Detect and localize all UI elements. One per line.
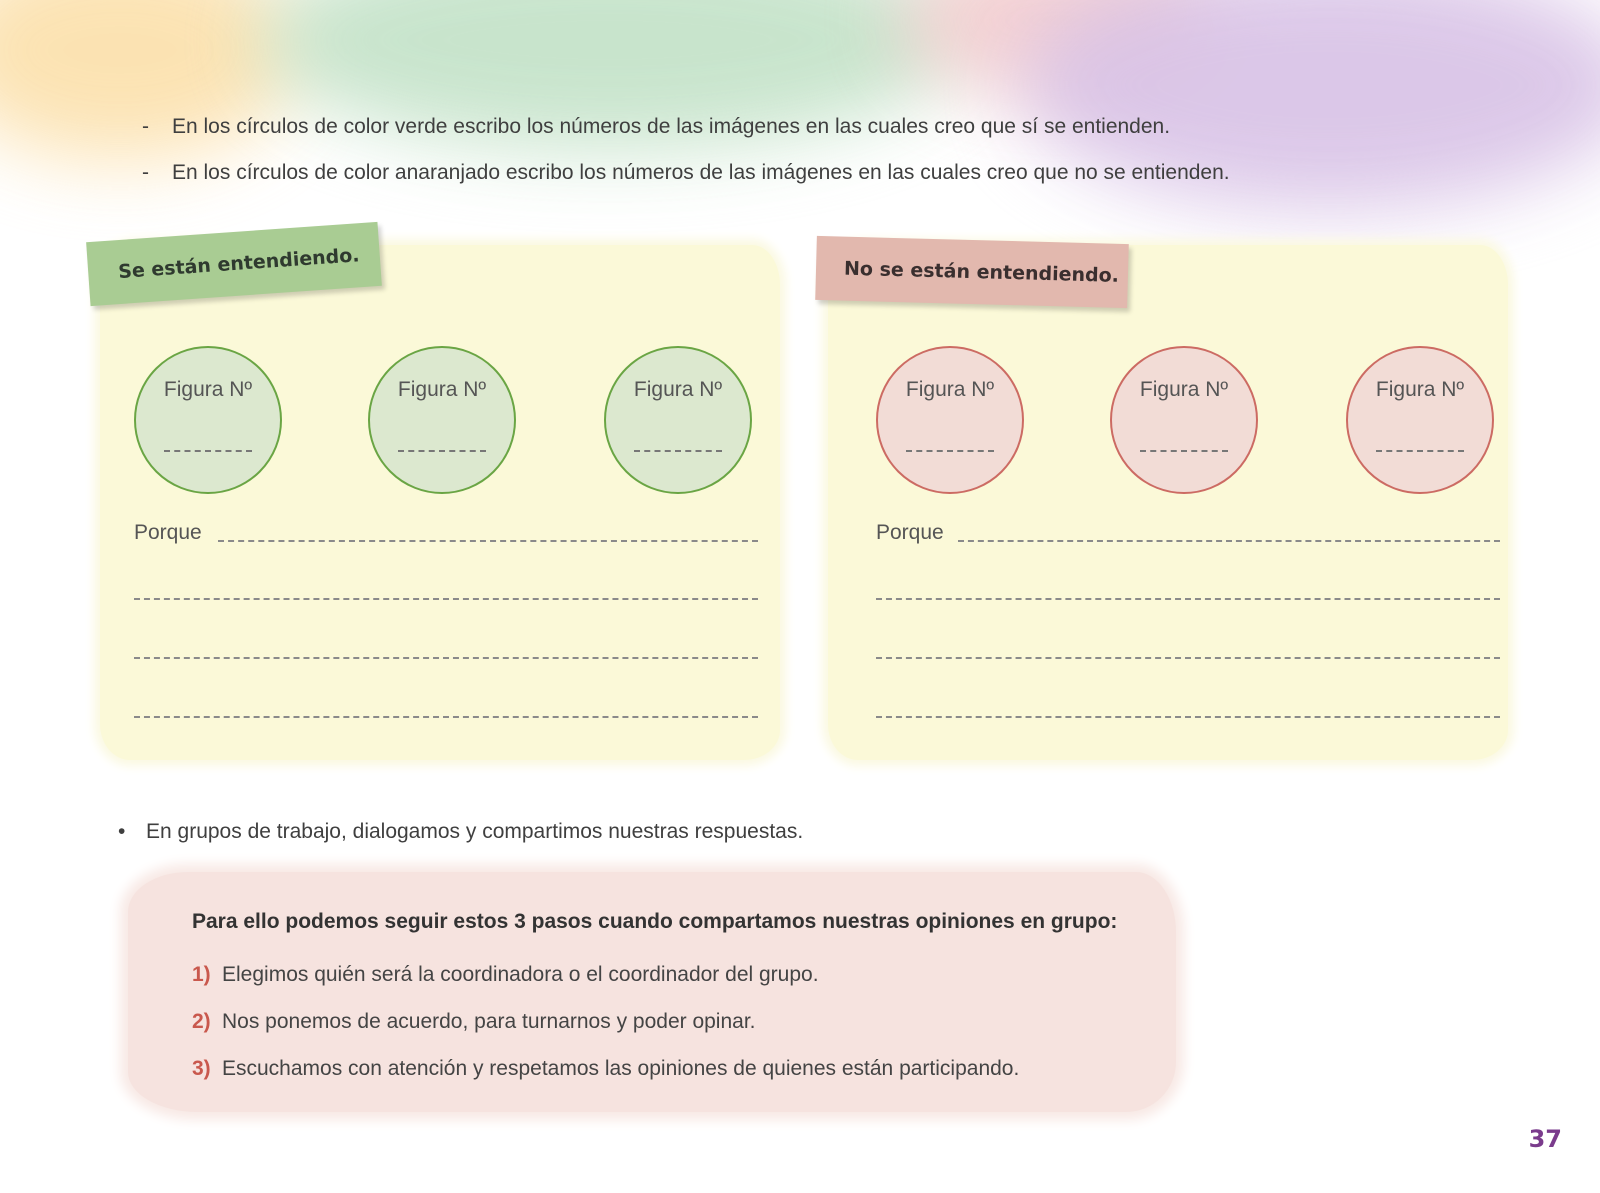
steps-title: Para ello podemos seguir estos 3 pasos cuando compartamos nuestras opiniones en grupo: [192,910,1118,933]
porque-label-red: Porque [876,521,944,544]
tag-se-estan-entendiendo: Se están entendiendo. [86,222,382,306]
answer-line-red-4[interactable] [876,716,1500,718]
answer-line-red-1[interactable] [958,540,1500,542]
bullet-dot: • [118,820,126,843]
green-panel [100,245,780,760]
page-number: 37 [1528,1125,1562,1153]
step-2: 2) Nos ponemos de acuerdo, para turnarnos y poder opinar. [192,1010,756,1033]
figure-circle-red-1[interactable]: Figura Nº [876,346,1024,494]
instruction-marker: - [142,115,149,138]
instruction-marker: - [142,161,149,184]
answer-line-green-4[interactable] [134,716,758,718]
instruction-green: - En los círculos de color verde escribo los números de las imágenes en las cuales creo que sí se entienden. [142,115,1171,138]
answer-line-green-3[interactable] [134,657,758,659]
figure-circle-red-2[interactable]: Figura Nº [1110,346,1258,494]
figure-circle-green-1[interactable]: Figura Nº [134,346,282,494]
step-3: 3) Escuchamos con atención y respetamos las opiniones de quienes están participando. [192,1057,1020,1080]
answer-line-red-3[interactable] [876,657,1500,659]
porque-label-green: Porque [134,521,202,544]
figure-circle-red-3[interactable]: Figura Nº [1346,346,1494,494]
tag-no-se-estan-entendiendo: No se están entendiendo. [815,236,1129,308]
instruction-orange: - En los círculos de color anaranjado escribo los números de las imágenes en las cuales creo que no se entienden. [142,161,1230,184]
step-1: 1) Elegimos quién será la coordinadora o el coordinador del grupo. [192,963,819,986]
group-instruction: • En grupos de trabajo, dialogamos y compartimos nuestras respuestas. [118,820,804,843]
red-panel [828,245,1508,760]
figure-circle-green-2[interactable]: Figura Nº [368,346,516,494]
answer-line-green-2[interactable] [134,598,758,600]
answer-line-red-2[interactable] [876,598,1500,600]
answer-line-green-1[interactable] [218,540,758,542]
figure-circle-green-3[interactable]: Figura Nº [604,346,752,494]
